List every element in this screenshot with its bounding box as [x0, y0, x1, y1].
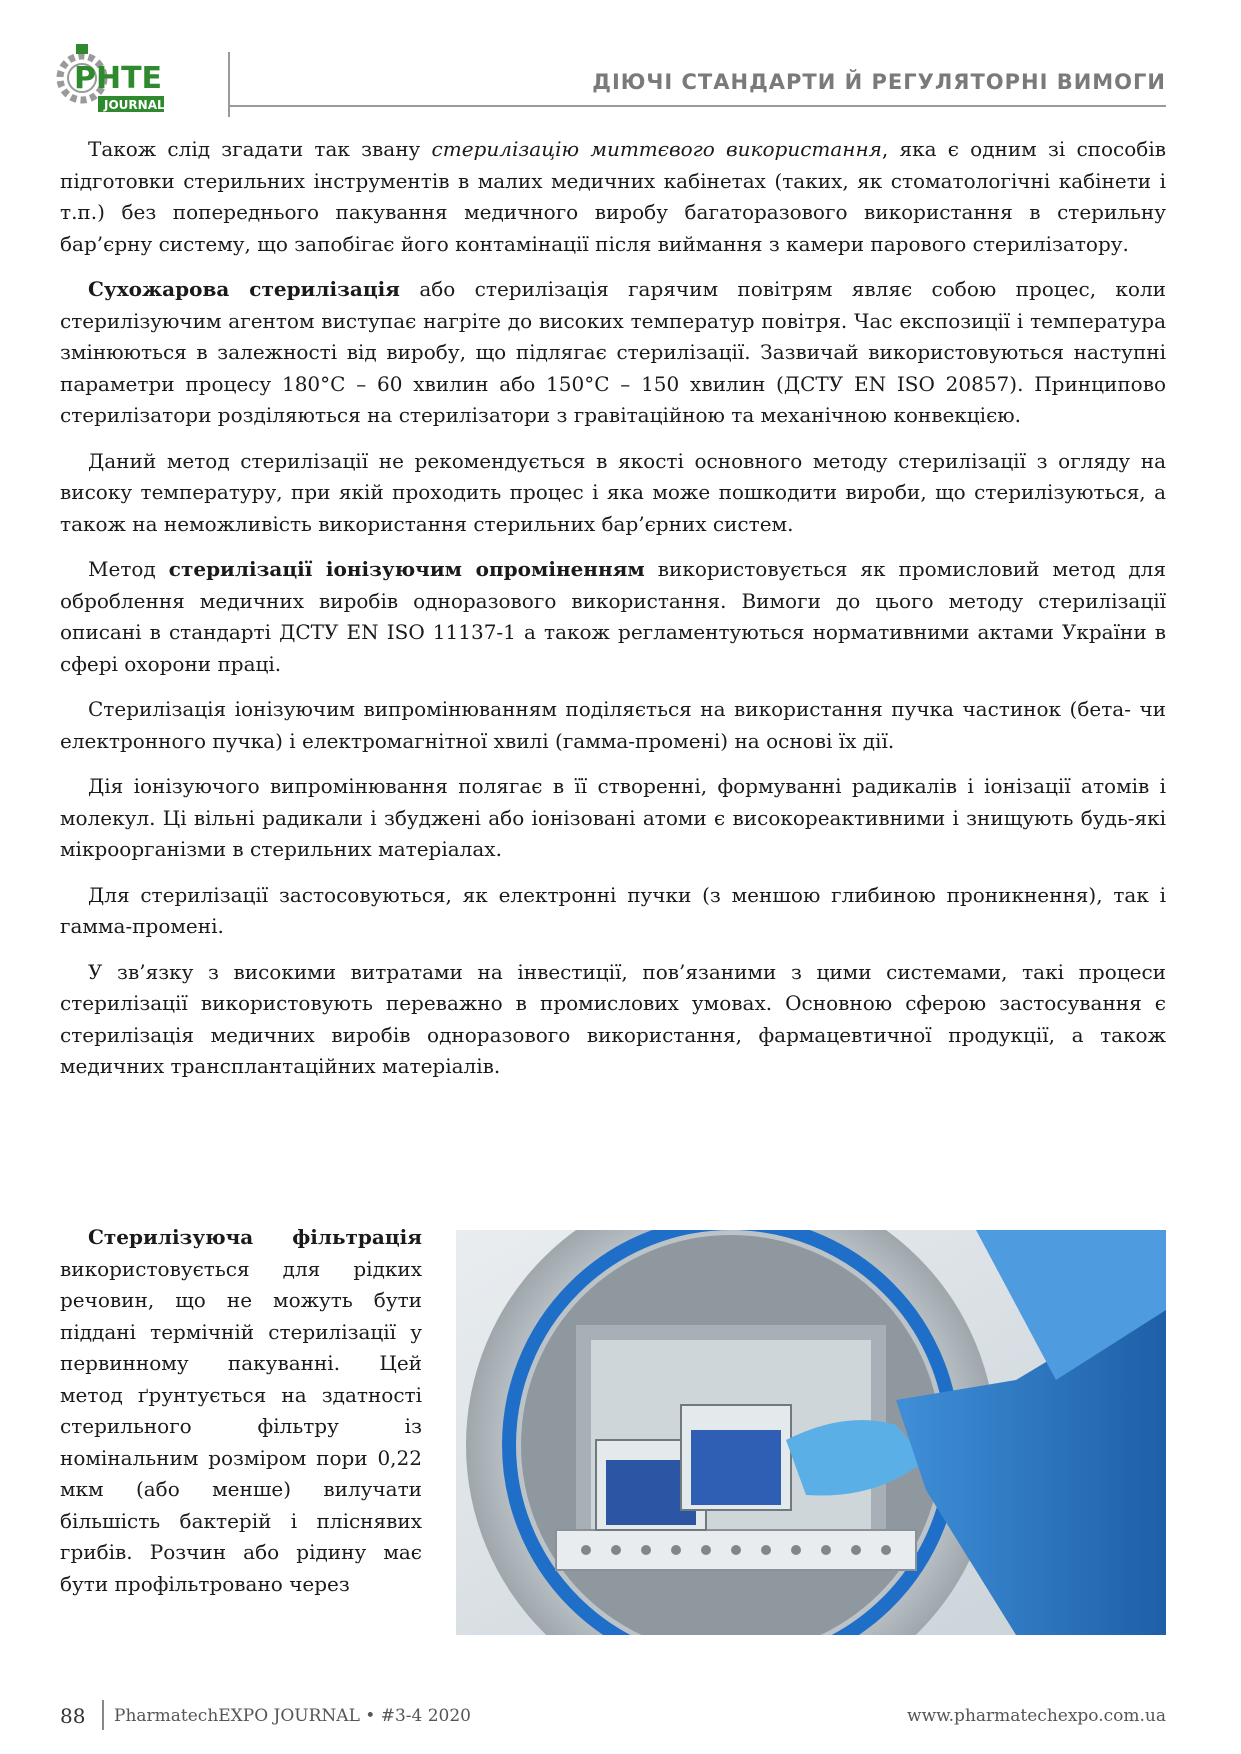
footer-separator [102, 1700, 104, 1730]
logo-text: PHTE [74, 61, 163, 96]
journal-issue: PharmatechEXPO JOURNAL • #3-4 2020 [114, 1706, 471, 1726]
header-divider-horizontal [228, 105, 1166, 107]
paragraph-filtration: Стерилізуюча фільтрація використовується для рідких речовин, що не можуть бути піддані термічній стерилізації у первинному пакуванні. Цей метод ґрунтується на здатності стерильного фільтру із номінальним розміром пори 0,22 мкм (або менше) вилучати більшість бактерій і пліснявих грибів. Розчин або рідину має бути профільтровано через [60, 1225, 422, 1596]
article-body [60, 134, 1166, 1097]
paragraph: Для стерилізації застосовуються, як електронні пучки (з меншою глибиною проникнення), так і гамма-промені. [60, 882, 1166, 938]
paragraph: Сухожарова стерилізація або стерилізація гарячим повітрям являє собою процес, коли стерилізуючим агентом виступає нагріте до високих температур повітря. Час експозиції і температура змінюються в залежності від виробу, що підлягає стерилізації. Зазвичай використовуються наступні параметри процесу 180°С – 60 хвилин або 150°С – 150 хвилин (ДСТУ EN ISO 20857). Принципово стерилізатори розділяються на стерилізатори з гравітаційною та механічною конвекцією. [60, 277, 1166, 427]
bottom-section [60, 1222, 1166, 1642]
journal-logo [52, 40, 202, 122]
autoclave-photo [456, 1230, 1166, 1635]
paragraph: Даний метод стерилізації не рекомендується в якості основного методу стерилізації з огляду на високу температуру, при якій проходить процес і яка може пошкодити вироби, що стерилізуються, а також на неможливість використання стерильних бар’єрних систем. [60, 448, 1166, 536]
section-title: ДІЮЧІ СТАНДАРТИ Й РЕГУЛЯТОРНІ ВИМОГИ [592, 70, 1166, 94]
page-footer [60, 1700, 1166, 1730]
paragraph: Метод стерилізації іонізуючим опроміненням використовується як промисловий метод для оброблення медичних виробів одноразового використання. Вимоги до цього методу стерилізації описані в стандарті ДСТУ EN ISO 11137-1 а також регламентуються нормативними актами України в сфері охорони праці. [60, 557, 1166, 676]
website-link[interactable]: www.pharmatechexpo.com.ua [907, 1706, 1166, 1726]
paragraph: Стерилізація іонізуючим випромінюванням поділяється на використання пучка частинок (бета- чи електронного пучка) і електромагнітної хвилі (гамма-промені) на основі їх дії. [60, 697, 1166, 753]
paragraph: Дія іонізуючого випромінювання полягає в її створенні, формуванні радикалів і іонізації атомів і молекул. Ці вільні радикали і збуджені або іонізовані атоми є високореактивними і знищують будь-які мікроорганізми в стерильних матеріалах. [60, 774, 1166, 861]
logo-subtext: JOURNAL [104, 98, 165, 112]
header-divider-vertical [228, 52, 230, 117]
page-number: 88 [60, 1704, 86, 1728]
paragraph: У зв’язку з високими витратами на інвестиції, пов’язаними з цими системами, такі процеси стерилізації використовують переважно в промислових умовах. Основною сферою застосування є стерилізація медичних виробів одноразового використання, фармацевтичної продукції, а також медичних трансплантаційних матеріалів. [60, 959, 1166, 1078]
paragraph: Також слід згадати так звану стерилізацію миттєвого використання, яка є одним зі способів підготовки стерильних інструментів в малих медичних кабінетах (таких, як стоматологічні кабінети і т.п.) без попереднього пакування медичного виробу багаторазового використання в стерильну бар’єрну систему, що запобігає його контамінації після виймання з камери парового стерилізатору. [60, 137, 1166, 256]
